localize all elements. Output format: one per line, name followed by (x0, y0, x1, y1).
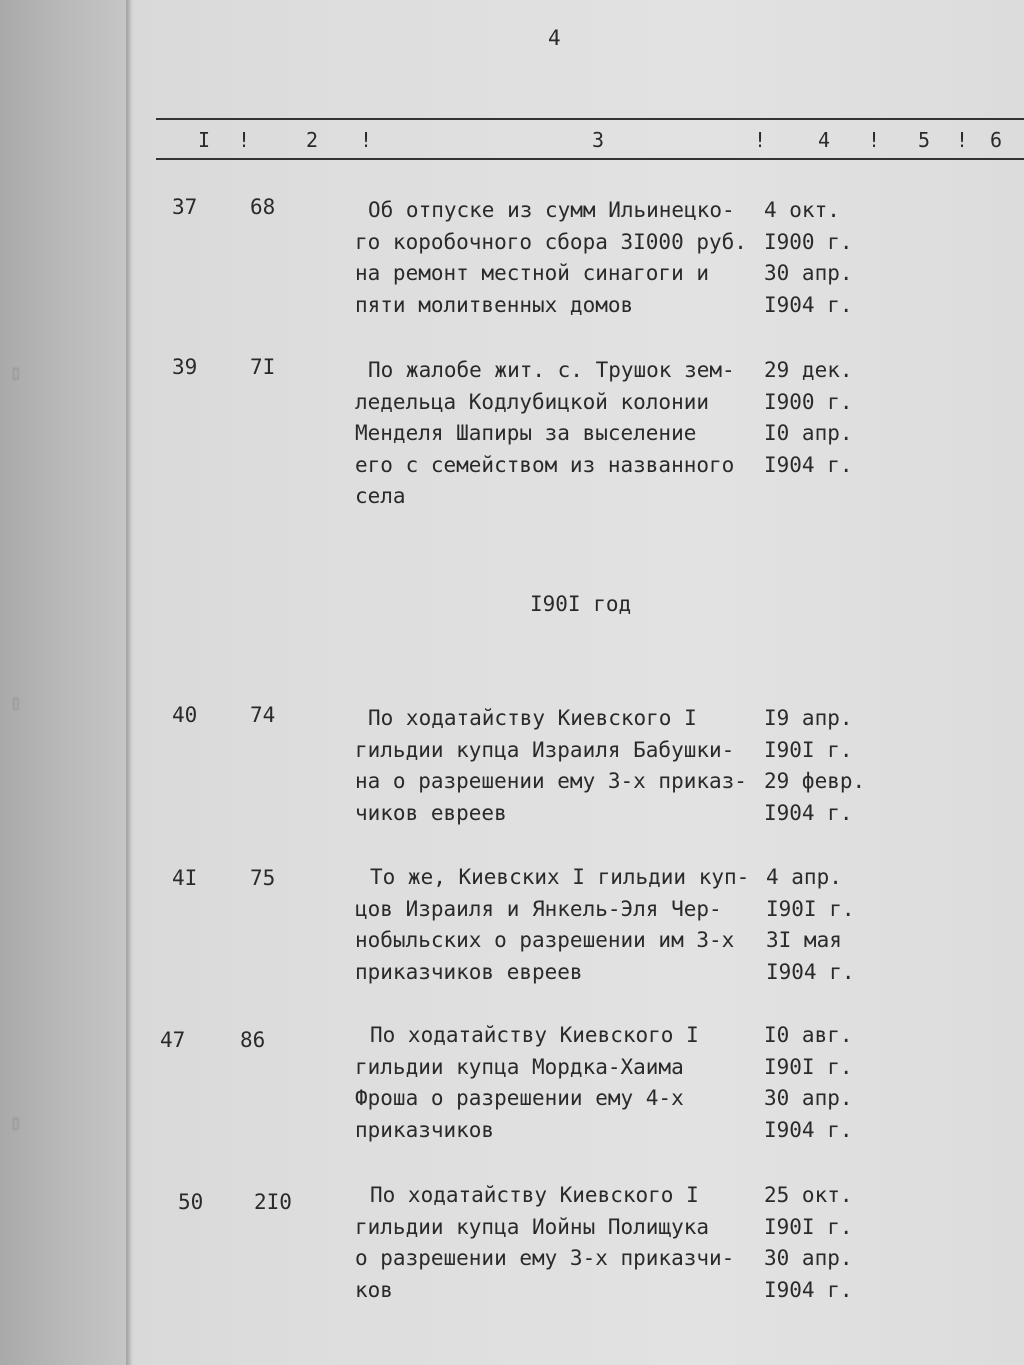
date-line: 30 апр. (764, 1246, 853, 1270)
file-number: 68 (250, 195, 276, 219)
record-number: 40 (172, 703, 198, 727)
date-line: I904 г. (766, 959, 855, 984)
file-number: 86 (240, 1028, 266, 1052)
page-number: 4 (548, 26, 562, 50)
date-line: I0 апр. (764, 421, 853, 445)
description-line: гильдии купца Иойны Полищука (355, 1214, 710, 1239)
description-line: По жалобе жит. с. Трушок зем- (368, 358, 735, 382)
description-line: цов Израиля и Янкель-Эля Чер- (355, 896, 722, 921)
header-col-3: 3 (592, 128, 605, 152)
date-line: 3I мая (766, 928, 842, 952)
date-line: I90I г. (764, 737, 853, 762)
date-line: 4 окт. (764, 198, 840, 222)
bleed-through-mark: ▯ (10, 1110, 23, 1134)
date-line: I904 г. (764, 1117, 853, 1142)
header-separator: ! (956, 128, 969, 152)
date-line: I90I г. (764, 1214, 853, 1239)
record-dates (764, 1020, 874, 1146)
header-col-4: 4 (818, 128, 831, 152)
record-number: 37 (172, 195, 198, 219)
description-line: о разрешении ему 3-х приказчи- (355, 1246, 735, 1270)
date-line: I904 г. (764, 292, 853, 317)
date-line: 30 апр. (764, 261, 853, 285)
record-description (355, 862, 770, 988)
description-line: приказчиков евреев (355, 959, 583, 984)
description-line: го коробочного сбора 3I000 руб. (355, 229, 747, 254)
header-col-2: 2 (306, 128, 319, 152)
description-line: То же, Киевских I гильдии куп- (370, 865, 750, 889)
date-line: I900 г. (764, 389, 853, 414)
record-dates (766, 862, 876, 988)
description-line: на ремонт местной синагоги и (355, 261, 710, 285)
description-line: По ходатайству Киевского I (370, 1023, 699, 1047)
record-number: 4I (172, 866, 198, 890)
date-line: I90I г. (766, 896, 855, 921)
description-line: гильдии купца Мордка-Хаима (355, 1054, 684, 1079)
file-number: 7I (250, 355, 276, 379)
date-line: 29 февр. (764, 769, 866, 793)
description-line: Менделя Шапиры за выселение (355, 421, 697, 445)
description-line: его с семейством из названного (355, 452, 735, 477)
description-line: По ходатайству Киевского I (370, 1183, 699, 1207)
record-description (355, 195, 768, 321)
description-line: пяти молитвенных домов (355, 292, 634, 317)
record-description (355, 703, 768, 829)
file-number: 74 (250, 703, 276, 727)
record-number: 47 (160, 1028, 186, 1052)
table-header-top-rule (156, 118, 1024, 120)
record-dates (764, 703, 874, 829)
date-line: I904 г. (764, 452, 853, 477)
record-description (355, 1020, 770, 1146)
header-separator: ! (754, 128, 767, 152)
record-number: 39 (172, 355, 198, 379)
description-line: ледельца Кодлубицкой колонии (355, 389, 710, 414)
description-line: на о разрешении ему 3-х приказ- (355, 769, 747, 793)
description-line: села (355, 484, 406, 508)
record-dates (764, 195, 874, 321)
record-dates (764, 1180, 874, 1306)
header-separator: ! (238, 128, 251, 152)
description-line: ков (355, 1277, 393, 1302)
description-line: По ходатайству Киевского I (368, 706, 697, 730)
description-line: Фроша о разрешении ему 4-х (355, 1086, 684, 1110)
record-description (355, 355, 768, 513)
bleed-through-mark: ▯ (10, 360, 23, 384)
description-line: Об отпуске из сумм Ильинецко- (368, 198, 735, 222)
date-line: I904 г. (764, 1277, 853, 1302)
description-line: приказчиков (355, 1117, 495, 1142)
table-header-bottom-rule (156, 158, 1024, 160)
header-col-1: I (198, 128, 211, 152)
section-heading-year: I90I год (530, 592, 632, 616)
date-line: I900 г. (764, 229, 853, 254)
record-number: 50 (178, 1190, 204, 1214)
header-separator: ! (360, 128, 373, 152)
header-col-6: 6 (990, 128, 1003, 152)
date-line: 4 апр. (766, 865, 842, 889)
header-col-5: 5 (918, 128, 931, 152)
description-line: чиков евреев (355, 800, 507, 825)
date-line: 29 дек. (764, 358, 853, 382)
description-line: нобыльских о разрешении им 3-х (355, 928, 735, 952)
date-line: I904 г. (764, 800, 853, 825)
binding-shadow (126, 0, 132, 1365)
file-number: 75 (250, 866, 276, 890)
header-separator: ! (868, 128, 881, 152)
record-dates (764, 355, 874, 481)
file-number: 2I0 (254, 1190, 292, 1214)
bleed-through-mark: ▯ (10, 690, 23, 714)
date-line: I0 авг. (764, 1023, 853, 1047)
description-line: гильдии купца Израиля Бабушки- (355, 737, 735, 762)
date-line: 30 апр. (764, 1086, 853, 1110)
date-line: I9 апр. (764, 706, 853, 730)
date-line: 25 окт. (764, 1183, 853, 1207)
record-description (355, 1180, 770, 1306)
date-line: I90I г. (764, 1054, 853, 1079)
